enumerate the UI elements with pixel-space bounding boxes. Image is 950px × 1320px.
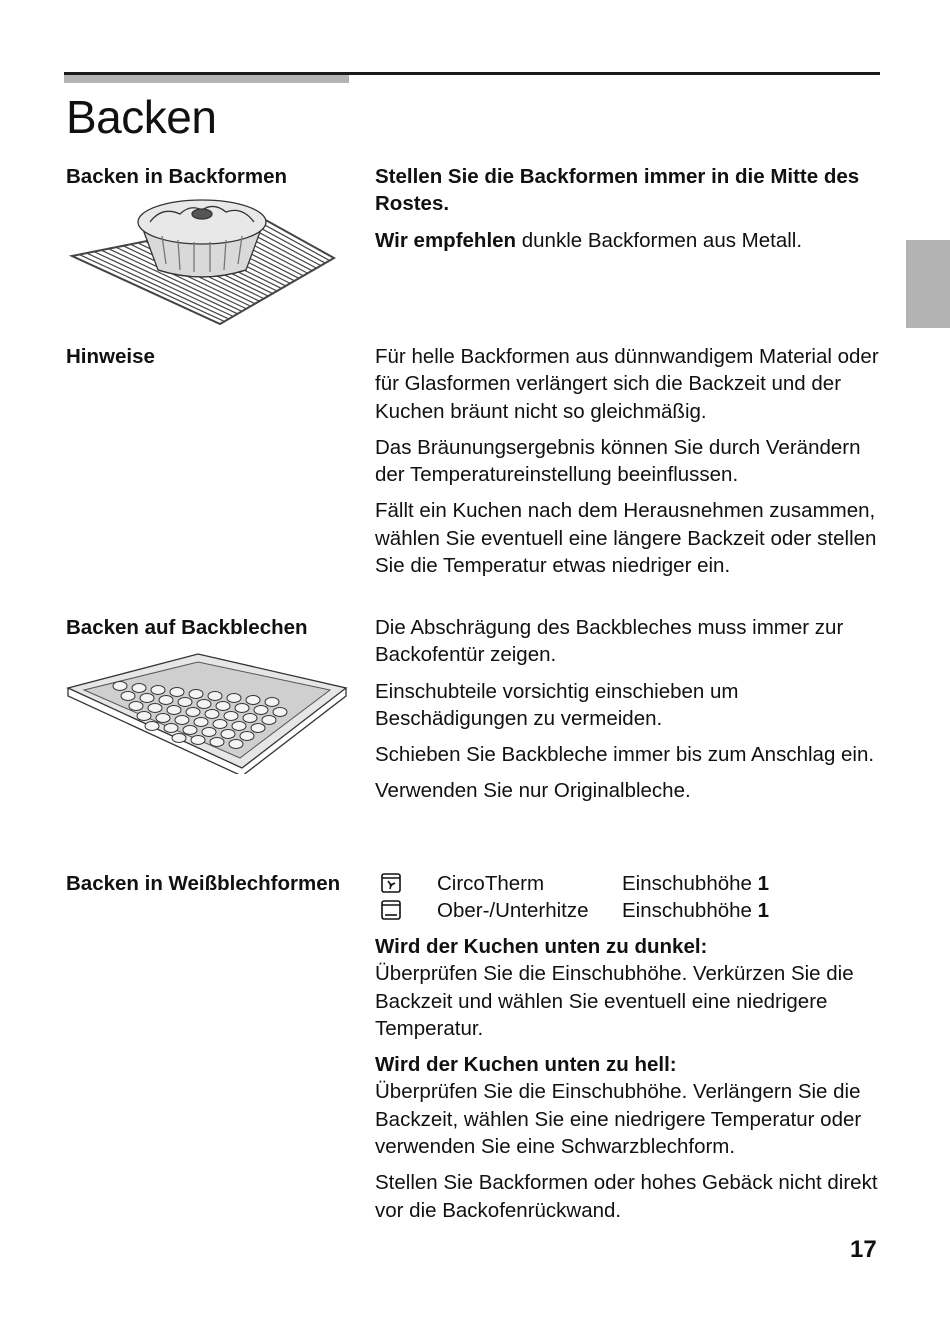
- mode-level: [622, 870, 769, 897]
- cookie: [208, 692, 222, 701]
- section-body-hinweise: [375, 343, 885, 588]
- mode-level-text: Einschubhöhe: [622, 899, 758, 922]
- page-title: Backen: [66, 91, 217, 143]
- mode-level: [622, 897, 769, 924]
- paragraph-light-pans: Für helle Backformen aus dünnwandigem Material oder für Glasformen verlängert sich die Backzeit und der Kuchen bräunt nicht so gleichmäßig.: [375, 345, 879, 423]
- section-body-backformen: [375, 163, 885, 263]
- cookie: [151, 686, 165, 695]
- cookie: [251, 724, 265, 733]
- cookie: [216, 702, 230, 711]
- mode-level-number: 1: [757, 899, 770, 922]
- page-number: 17: [850, 1236, 877, 1263]
- cookie: [113, 682, 127, 691]
- paragraph-recommend: [375, 227, 885, 254]
- heating-mode-row-circotherm: [375, 870, 885, 897]
- cookie: [235, 704, 249, 713]
- rack-wire: [255, 219, 330, 260]
- paragraph-push-to-stop: Schieben Sie Backbleche immer bis zum Anschlag ein.: [375, 743, 875, 767]
- cookie: [246, 696, 260, 705]
- cookie: [175, 716, 189, 725]
- heating-mode-row-top-bottom: [375, 897, 885, 924]
- cookie: [170, 688, 184, 697]
- paragraph-rear-wall: Stellen Sie Backformen oder hohes Gebäck nicht direkt vor die Backofenrückwand.: [375, 1171, 878, 1222]
- cake-pan-on-rack-illustration: [62, 192, 342, 332]
- mode-name: CircoTherm: [437, 872, 545, 895]
- cookie: [210, 738, 224, 747]
- cookie: [191, 736, 205, 745]
- cookie: [227, 694, 241, 703]
- top-bottom-heat-icon: [381, 900, 401, 920]
- cookie: [186, 708, 200, 717]
- cookie: [121, 692, 135, 701]
- cookie: [189, 690, 203, 699]
- paragraph-center-pans: Stellen Sie die Backformen immer in die Mitte des Rostes.: [375, 165, 860, 216]
- cookie: [167, 706, 181, 715]
- cookie: [159, 696, 173, 705]
- paragraph-browning: Das Bräunungsergebnis können Sie durch Verändern der Temperatureinstellung beeinflussen.: [375, 435, 861, 487]
- paragraph-original-trays: Verwenden Sie nur Originalbleche.: [375, 779, 691, 803]
- paragraph-cake-collapse: Fällt ein Kuchen nach dem Herausnehmen zusammen, wählen Sie eventuell eine längere Backzeit oder stellen Sie die Temperatur etwas niedriger ein.: [375, 499, 877, 578]
- cookie: [243, 714, 257, 723]
- cookie: [194, 718, 208, 727]
- mode-level-text: Einschubhöhe: [622, 872, 758, 895]
- mode-level-number: 1: [757, 872, 770, 895]
- baking-tray-with-cookies-illustration: [62, 650, 352, 774]
- cookie: [129, 702, 143, 711]
- paragraph-tray-slope: Die Abschrägung des Backbleches muss immer zur Backofentür zeigen.: [375, 616, 844, 667]
- chapter-tab-marker: [906, 240, 950, 328]
- cookie: [202, 728, 216, 737]
- cookie: [205, 710, 219, 719]
- paragraph-too-dark: Überprüfen Sie die Einschubhöhe. Verkürzen Sie die Backzeit und wählen Sie eventuell eine niedrigere Temperatur.: [375, 962, 854, 1040]
- cookie: [221, 730, 235, 739]
- cookie: [140, 694, 154, 703]
- cookie: [232, 722, 246, 731]
- circotherm-fan-icon: [381, 873, 401, 893]
- cookie: [229, 740, 243, 749]
- recommend-emphasis: Wir empfehlen: [375, 228, 517, 252]
- section-label-backbleche: Backen auf Backblechen: [66, 616, 308, 639]
- cookie: [254, 706, 268, 715]
- cookie: [137, 712, 151, 721]
- cookie: [240, 732, 254, 741]
- section-label-weissblech: Backen in Weißblechformen: [66, 872, 341, 895]
- cookie: [178, 698, 192, 707]
- section-body-backbleche: [375, 614, 885, 814]
- header-accent-bar: [64, 75, 349, 83]
- cookie: [273, 708, 287, 717]
- cookie: [156, 714, 170, 723]
- cookie: [145, 722, 159, 731]
- cookie: [262, 716, 276, 725]
- cookie: [164, 724, 178, 733]
- cookie: [213, 720, 227, 729]
- section-label-backformen: Backen in Backformen: [66, 165, 288, 188]
- mode-name: Ober-/Unterhitze: [437, 899, 589, 922]
- cookie: [183, 726, 197, 735]
- cookie: [148, 704, 162, 713]
- cookie: [224, 712, 238, 721]
- section-body-weissblech: [375, 870, 885, 1233]
- recommend-text: dunkle Backformen aus Metall.: [516, 228, 803, 252]
- heading-too-light: Wird der Kuchen unten zu hell:: [375, 1053, 677, 1077]
- cookie: [197, 700, 211, 709]
- paragraph-insert-carefully: Einschubteile vorsichtig einschieben um Beschädigungen zu vermeiden.: [375, 679, 739, 730]
- cookie: [172, 734, 186, 743]
- section-label-hinweise: Hinweise: [66, 345, 155, 368]
- paragraph-too-light: Überprüfen Sie die Einschubhöhe. Verlängern Sie die Backzeit, wählen Sie eine niedrigere Temperatur oder verwenden Sie eine Schwarzblechform.: [375, 1080, 862, 1159]
- cookie: [265, 698, 279, 707]
- cookie: [132, 684, 146, 693]
- heading-too-dark: Wird der Kuchen unten zu dunkel:: [375, 935, 708, 958]
